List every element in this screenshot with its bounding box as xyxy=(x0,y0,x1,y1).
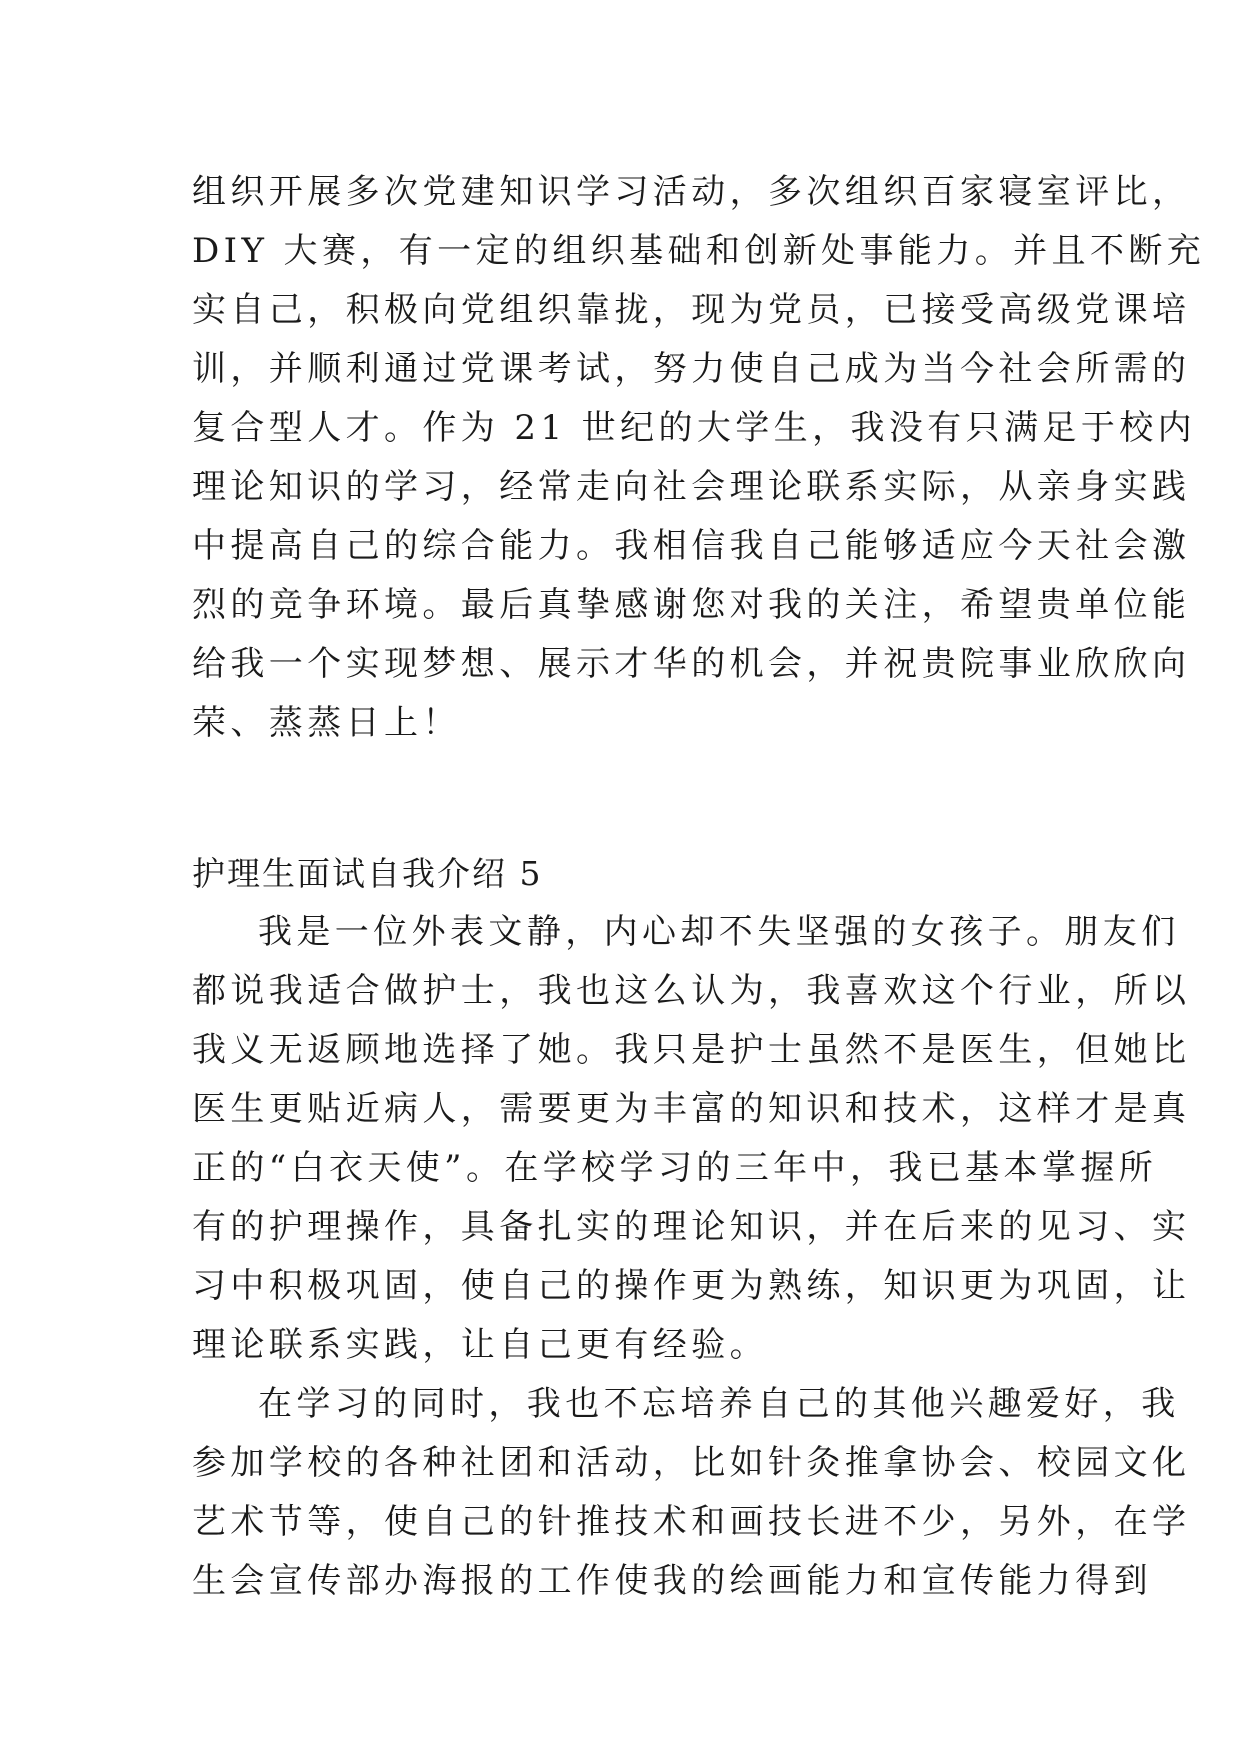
paragraph-2 xyxy=(192,1375,1191,1611)
text-line: 艺术节等，使自己的针推技术和画技长进不少，另外，在学 xyxy=(192,1502,1191,1542)
text-line: 复合型人才。作为 21 世纪的大学生，我没有只满足于校内 xyxy=(192,408,1197,448)
document-body xyxy=(192,163,1206,1611)
text-line: 生会宣传部办海报的工作使我的绘画能力和宣传能力得到 xyxy=(192,1561,1152,1601)
text-line: 中提高自己的综合能力。我相信我自己能够适应今天社会激 xyxy=(192,526,1191,566)
text-line: 有的护理操作，具备扎实的理论知识，并在后来的见习、实 xyxy=(192,1207,1191,1247)
text-line: 训，并顺利通过党课考试，努力使自己成为当今社会所需的 xyxy=(192,349,1191,389)
text-line: 荣、蒸蒸日上！ xyxy=(192,703,461,743)
paragraph-continued xyxy=(192,163,1206,753)
paragraph-1 xyxy=(192,903,1191,1375)
text-line: 烈的竞争环境。最后真挚感谢您对我的关注，希望贵单位能 xyxy=(192,585,1191,625)
text-line: 都说我适合做护士，我也这么认为，我喜欢这个行业，所以 xyxy=(192,971,1191,1011)
text-line: 在学习的同时，我也不忘培养自己的其他兴趣爱好，我 xyxy=(258,1384,1180,1424)
text-line: 理论知识的学习，经常走向社会理论联系实际，从亲身实践 xyxy=(192,467,1191,507)
section-heading: 护理生面试自我介绍 5 xyxy=(192,854,543,893)
text-line: 组织开展多次党建知识学习活动，多次组织百家寝室评比， xyxy=(192,172,1191,212)
text-line: 正的“白衣天使”。在学校学习的三年中，我已基本掌握所 xyxy=(192,1148,1158,1188)
text-line: 医生更贴近病人，需要更为丰富的知识和技术，这样才是真 xyxy=(192,1089,1191,1129)
text-line: 理论联系实践，让自己更有经验。 xyxy=(192,1325,768,1365)
section-spacer xyxy=(192,753,1052,844)
text-line: 我义无返顾地选择了她。我只是护士虽然不是医生，但她比 xyxy=(192,1030,1191,1070)
text-line: DIY 大赛，有一定的组织基础和创新处事能力。并且不断充 xyxy=(192,231,1206,271)
text-line: 习中积极巩固，使自己的操作更为熟练，知识更为巩固，让 xyxy=(192,1266,1191,1306)
text-line: 我是一位外表文静，内心却不失坚强的女孩子。朋友们 xyxy=(258,912,1180,952)
text-line: 给我一个实现梦想、展示才华的机会，并祝贵院事业欣欣向 xyxy=(192,644,1191,684)
text-line: 实自己，积极向党组织靠拢，现为党员，已接受高级党课培 xyxy=(192,290,1191,330)
text-line: 参加学校的各种社团和活动，比如针灸推拿协会、校园文化 xyxy=(192,1443,1191,1483)
